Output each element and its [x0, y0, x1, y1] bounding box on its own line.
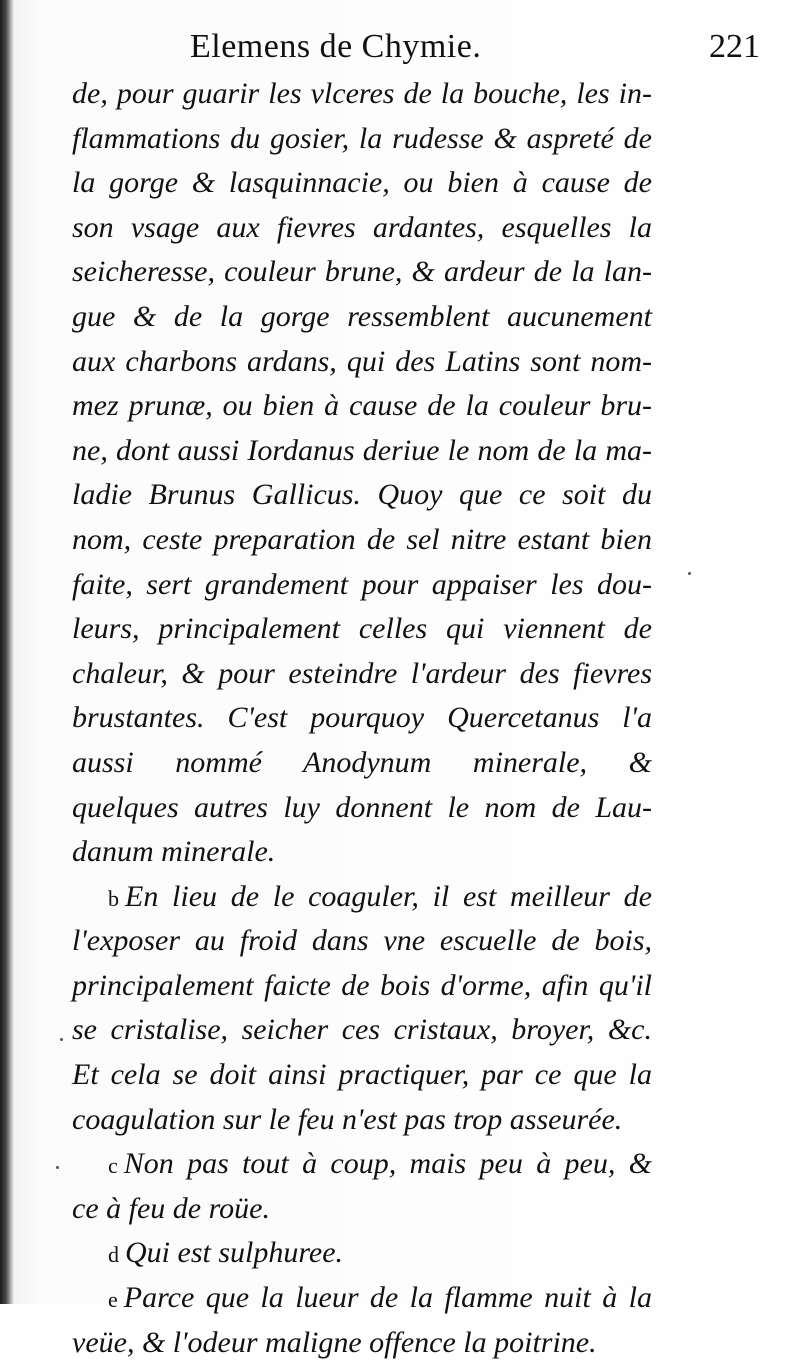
note-line: se cristalise, seicher ces cristaux, broyer, &c. [72, 1013, 652, 1047]
note-line: coagulation sur le feu n'est pas trop asseurée. [72, 1102, 623, 1136]
text-line: quelques autres luy donnent le nom de Lau- [72, 790, 652, 824]
text-line: danum minerale. [72, 835, 276, 869]
text-line: ladie Brunus Gallicus. Quoy que ce soit du [72, 478, 652, 512]
page-header [190, 22, 790, 72]
ink-speck [688, 572, 691, 575]
note-line: l'exposer au froid dans vne escuelle de bois, [72, 924, 652, 958]
note-line: veüe, & l'odeur maligne offence la poitrine. [72, 1325, 597, 1359]
body-text [72, 72, 652, 1365]
note-marker: d [108, 1242, 119, 1268]
note-line: e Parce que la lueur de la flamme nuit à la [108, 1281, 652, 1315]
note-line: b En lieu de le coaguler, il est meilleur de [108, 879, 652, 913]
ink-speck [60, 1038, 63, 1041]
text-line: mez prunæ, ou bien à cause de la couleur bru- [72, 389, 652, 423]
text-line: seicheresse, couleur brune, & ardeur de la lan- [72, 255, 652, 289]
note-line: c Non pas tout à coup, mais peu à peu, & [108, 1147, 652, 1181]
text-line: nom, ceste preparation de sel nitre estant bien [72, 522, 652, 556]
text-line: la gorge & lasquinnacie, ou bien à cause de [72, 166, 652, 200]
note-line: principalement faicte de bois d'orme, afin qu'il [72, 968, 652, 1002]
note-line: Et cela se doit ainsi practiquer, par ce que la [72, 1058, 652, 1092]
note-line: d Qui est sulphuree. [108, 1236, 344, 1270]
note-d [72, 1231, 652, 1276]
text-line: chaleur, & pour esteindre l'ardeur des fievres [72, 656, 652, 690]
note-e [72, 1276, 652, 1365]
text-line: flammations du gosier, la rudesse & aspreté de [72, 121, 652, 155]
text-line: faite, sert grandement pour appaiser les dou- [72, 567, 652, 601]
note-c [72, 1142, 652, 1231]
note-marker: c [108, 1153, 118, 1179]
text-line: aussi nommé Anodynum minerale, & [72, 745, 652, 779]
text-line: de, pour guarir les vlceres de la bouche, les in- [72, 77, 652, 110]
note-line: ce à feu de roüe. [72, 1191, 270, 1225]
note-marker: e [108, 1287, 118, 1313]
running-title: Elemens de Chymie. [190, 28, 482, 65]
text-line: ne, dont aussi Iordanus deriue le nom de la ma- [72, 433, 652, 467]
text-line: leurs, principalement celles qui viennent de [72, 612, 652, 646]
page-number: 221 [709, 28, 760, 65]
text-line: aux charbons ardans, qui des Latins sont nom- [72, 344, 652, 378]
text-line: gue & de la gorge ressemblent aucunement [72, 299, 652, 333]
text-line: brustantes. C'est pourquoy Quercetanus l'a [72, 701, 652, 735]
note-marker: b [108, 885, 119, 911]
text-line: son vsage aux fievres ardantes, esquelles la [72, 210, 652, 244]
ink-speck [56, 1166, 59, 1169]
note-b [72, 875, 652, 1143]
